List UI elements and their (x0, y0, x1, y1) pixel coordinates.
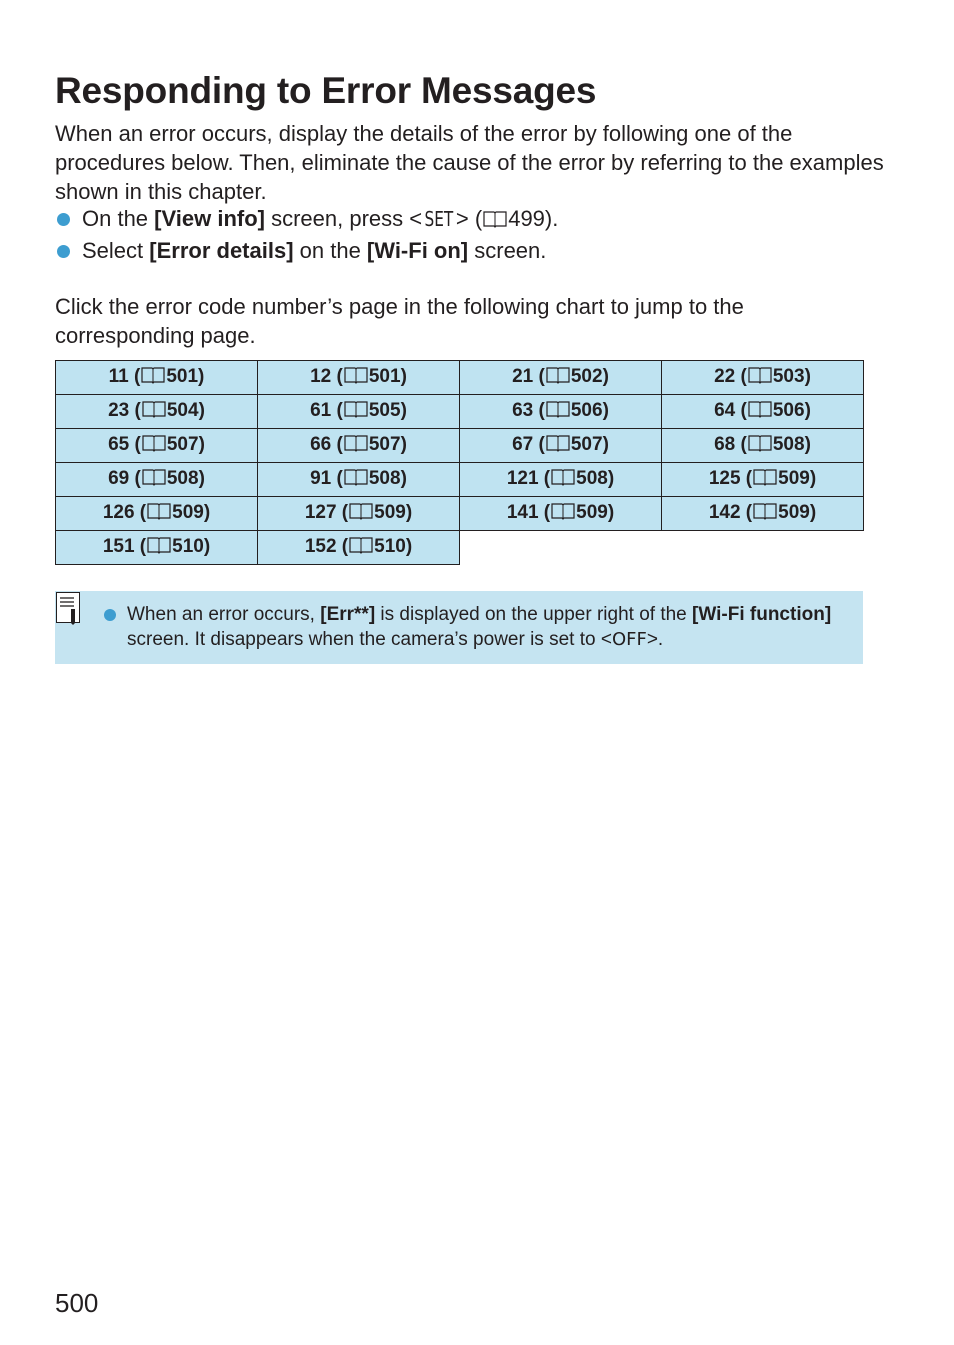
book-icon (747, 399, 773, 425)
intro-paragraph: When an error occurs, display the details of the error by following one of the procedures below. Then, eliminate the cause of the error by referring to the examples shown in this chapter. (55, 121, 884, 204)
note-text-part: >. (646, 629, 664, 650)
error-code: 23 (108, 399, 130, 421)
error-code: 63 (512, 399, 534, 421)
book-icon (141, 433, 167, 459)
paren-open: ( (336, 535, 349, 557)
book-icon (343, 399, 369, 425)
error-code: 22 (714, 365, 736, 387)
book-icon (747, 433, 773, 459)
error-page-link[interactable]: 508 (576, 467, 608, 489)
procedure-text: screen, press < (264, 206, 423, 231)
book-icon (545, 399, 571, 425)
bullet-dot-icon (104, 609, 116, 621)
error-page-link[interactable]: 505 (368, 399, 401, 421)
book-icon (141, 467, 167, 493)
error-code: 126 (102, 501, 135, 523)
paren-close: ) (400, 399, 407, 421)
paren-close: ) (809, 467, 817, 489)
error-code-cell[interactable] (662, 497, 864, 531)
error-page-link[interactable]: 501 (166, 365, 199, 387)
error-code: 68 (714, 433, 736, 455)
error-code-table (55, 360, 864, 565)
error-page-link[interactable]: 507 (570, 433, 603, 455)
error-page-link[interactable]: 509 (778, 467, 810, 489)
procedure-list (55, 204, 558, 265)
paren-open: ( (735, 399, 747, 421)
procedure-text: On the (82, 206, 155, 231)
paren-close: ) (602, 365, 609, 387)
book-icon (140, 365, 166, 391)
error-code: 67 (512, 433, 534, 455)
paren-close: ) (607, 501, 615, 523)
error-page-link[interactable]: 501 (368, 365, 401, 387)
paren-close: ) (804, 399, 811, 421)
book-icon (141, 399, 167, 425)
error-page-link[interactable]: 509 (576, 501, 608, 523)
error-code-cell[interactable] (56, 497, 258, 531)
paren-open: ( (331, 433, 343, 455)
error-code-cell[interactable] (460, 361, 662, 395)
paren-open: ( (128, 365, 141, 387)
paren-open: ( (331, 365, 343, 387)
book-icon (752, 467, 778, 493)
error-code-cell[interactable] (56, 531, 258, 565)
error-code-cell[interactable] (662, 361, 864, 395)
paren-open: ( (538, 501, 551, 523)
set-button-glyph: SET (424, 207, 454, 231)
error-page-link[interactable]: 507 (368, 433, 401, 455)
error-code: 11 (108, 365, 129, 387)
paren-close: ) (198, 433, 205, 455)
error-code-cell[interactable] (258, 497, 460, 531)
error-code-cell[interactable] (460, 429, 662, 463)
error-code: 91 (310, 467, 332, 489)
table-row (56, 531, 864, 565)
paren-close: ) (198, 399, 205, 421)
book-icon (545, 433, 571, 459)
procedure-text: on the (293, 238, 367, 263)
menu-name: [Error details] (149, 238, 294, 263)
error-code-cell[interactable] (460, 395, 662, 429)
procedure-text: ). (544, 206, 559, 231)
error-code: 61 (310, 399, 332, 421)
error-code-cell[interactable] (56, 429, 258, 463)
error-page-link[interactable]: 503 (772, 365, 805, 387)
err-indicator: [Err**] (320, 604, 376, 625)
empty-cell (460, 531, 662, 565)
error-page-link[interactable]: 507 (166, 433, 199, 455)
paren-close: ) (198, 467, 205, 489)
error-page-link[interactable]: 509 (778, 501, 810, 523)
paren-open: ( (129, 467, 141, 489)
error-code: 142 (708, 501, 741, 523)
error-code: 141 (506, 501, 539, 523)
paren-open: ( (735, 433, 747, 455)
paren-open: ( (740, 467, 753, 489)
error-page-link[interactable]: 508 (166, 467, 199, 489)
table-row (56, 497, 864, 531)
book-icon (482, 207, 508, 236)
error-code: 151 (102, 535, 135, 557)
paren-open: ( (129, 399, 141, 421)
error-code-cell[interactable] (662, 463, 864, 497)
paren-open: ( (134, 501, 147, 523)
error-page-link[interactable]: 510 (374, 535, 406, 557)
paren-open: ( (331, 399, 343, 421)
paren-close: ) (804, 433, 811, 455)
chart-instructions: Click the error code number’s page in the following chart to jump to the corresponding page. (55, 294, 744, 348)
error-code-cell[interactable] (56, 463, 258, 497)
table-row (56, 429, 864, 463)
menu-name: [Wi-Fi function] (692, 604, 832, 625)
book-icon (348, 535, 374, 561)
note-text-part: is displayed on the upper right of the (375, 604, 693, 625)
procedure-text: screen. (468, 238, 547, 263)
error-page-link[interactable]: 509 (374, 501, 406, 523)
paren-close: ) (602, 433, 609, 455)
paren-close: ) (400, 433, 407, 455)
paren-close: ) (602, 399, 609, 421)
book-icon (550, 501, 576, 527)
page-number: 500 (55, 1288, 99, 1318)
empty-cell (662, 531, 864, 565)
table-row (56, 361, 864, 395)
paren-open: ( (740, 501, 753, 523)
page-title: Responding to Error Messages (55, 70, 597, 111)
error-code: 127 (304, 501, 337, 523)
paren-close: ) (804, 365, 811, 387)
paren-open: ( (735, 365, 747, 387)
off-switch-glyph: OFF (611, 629, 647, 650)
note-text (127, 602, 847, 652)
error-code: 69 (108, 467, 130, 489)
error-page-link[interactable]: 506 (570, 399, 603, 421)
table-row (56, 463, 864, 497)
paren-open: ( (134, 535, 147, 557)
book-icon (550, 467, 576, 493)
paren-open: ( (533, 365, 545, 387)
paren-close: ) (203, 535, 211, 557)
paren-open: ( (129, 433, 141, 455)
book-icon (752, 501, 778, 527)
error-code: 121 (506, 467, 539, 489)
error-code-cell[interactable] (258, 395, 460, 429)
page-reference[interactable]: 499 (508, 206, 545, 231)
bullet-dot-icon (57, 245, 70, 258)
memo-icon (56, 592, 80, 631)
error-code: 12 (310, 365, 332, 387)
error-code: 125 (708, 467, 741, 489)
paren-open: ( (533, 399, 545, 421)
book-icon (545, 365, 571, 391)
paren-open: ( (538, 467, 551, 489)
book-icon (343, 467, 369, 493)
paren-close: ) (405, 501, 413, 523)
error-page-link[interactable]: 510 (172, 535, 204, 557)
error-code-cell[interactable] (258, 531, 460, 565)
paren-close: ) (400, 467, 407, 489)
paren-close: ) (198, 365, 205, 387)
paren-close: ) (203, 501, 211, 523)
error-code: 152 (304, 535, 337, 557)
paren-close: ) (400, 365, 407, 387)
error-code-cell[interactable] (258, 361, 460, 395)
procedure-item-error-details (55, 236, 558, 265)
paren-close: ) (405, 535, 413, 557)
error-page-link[interactable]: 506 (772, 399, 805, 421)
error-page-link[interactable]: 508 (368, 467, 401, 489)
error-page-link[interactable]: 508 (772, 433, 805, 455)
error-code-cell[interactable] (662, 429, 864, 463)
paren-open: ( (533, 433, 545, 455)
memo-note-box (55, 591, 863, 664)
procedure-text: Select (82, 238, 150, 263)
error-code-cell[interactable] (460, 463, 662, 497)
note-text-part: When an error occurs, (127, 604, 321, 625)
note-text-part: screen. It disappears when the camera’s power is set to < (127, 629, 612, 650)
book-icon (747, 365, 773, 391)
bullet-dot-icon (57, 213, 70, 226)
paren-open: ( (336, 501, 349, 523)
error-code-cell[interactable] (56, 361, 258, 395)
menu-name: [View info] (154, 206, 265, 231)
error-code-cell[interactable] (662, 395, 864, 429)
error-code-cell[interactable] (460, 497, 662, 531)
book-icon (146, 535, 172, 561)
paren-open: ( (331, 467, 343, 489)
procedure-item-view-info (55, 204, 558, 236)
error-code: 64 (714, 399, 736, 421)
paren-close: ) (607, 467, 615, 489)
error-page-link[interactable]: 502 (570, 365, 603, 387)
book-icon (343, 365, 369, 391)
table-row (56, 395, 864, 429)
book-icon (146, 501, 172, 527)
menu-name: [Wi-Fi on] (366, 238, 469, 263)
paren-close: ) (809, 501, 817, 523)
error-code: 66 (310, 433, 332, 455)
error-code-cell[interactable] (258, 463, 460, 497)
book-icon (348, 501, 374, 527)
procedure-text: > ( (455, 206, 483, 231)
error-code: 21 (512, 365, 534, 387)
error-page-link[interactable]: 504 (166, 399, 199, 421)
error-code-cell[interactable] (56, 395, 258, 429)
book-icon (343, 433, 369, 459)
error-code: 65 (108, 433, 130, 455)
error-code-cell[interactable] (258, 429, 460, 463)
error-page-link[interactable]: 509 (172, 501, 204, 523)
